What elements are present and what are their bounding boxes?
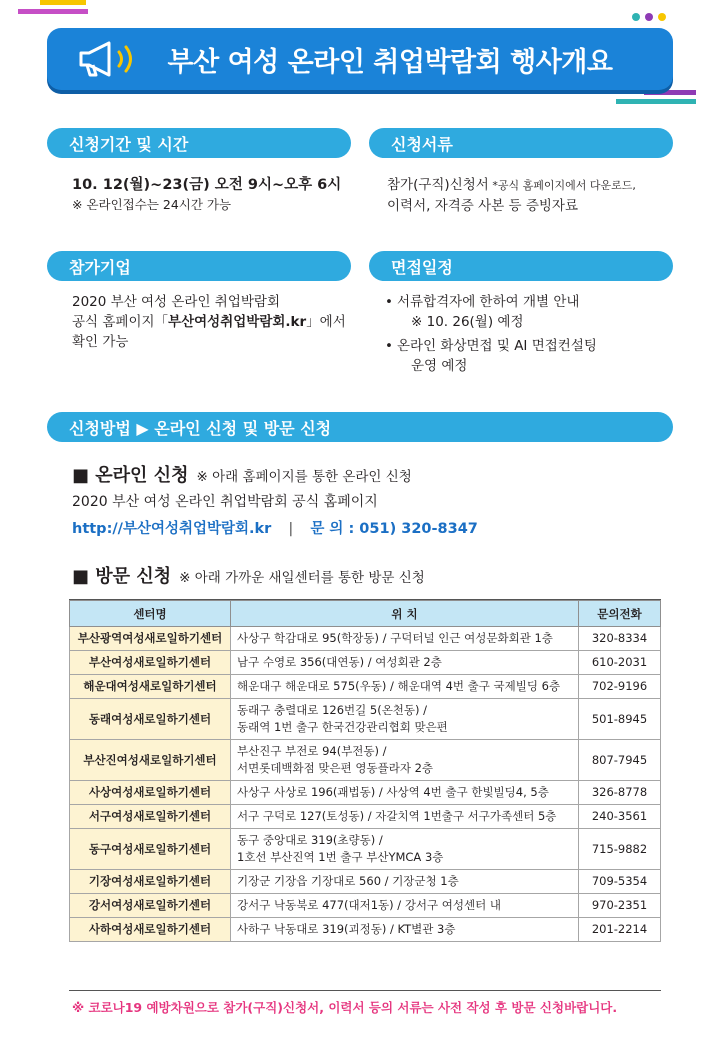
section-companies-body [72,292,346,352]
table-row [70,894,661,918]
interview-list [383,292,597,376]
center-name-cell: 부산여성새로일하기센터 [70,651,231,675]
decor-bar-yellow [40,0,86,5]
online-apply-desc: 2020 부산 여성 온라인 취업박람회 공식 홈페이지 [72,494,378,510]
companies-line1: 2020 부산 여성 온라인 취업박람회 [72,294,281,310]
location-line-1: 강서구 낙동북로 477(대저1동) / 강서구 여성센터 내 [237,898,502,912]
center-phone-cell: 715-9882 [579,829,661,870]
interview-item-2 [383,336,597,376]
contact-separator: | [288,521,294,537]
visit-apply-heading [72,562,425,588]
center-location-cell [231,781,579,805]
center-table [69,600,661,942]
online-apply-heading [72,461,412,487]
online-apply-title: ■ 온라인 신청 [72,465,189,486]
decor-dot-teal [632,13,640,21]
center-location-cell [231,675,579,699]
documents-form: 참가(구직)신청서 [387,177,489,193]
center-name-cell: 동구여성새로일하기센터 [70,829,231,870]
companies-line2-post: 」에서 [306,314,346,330]
page-title: 부산 여성 온라인 취업박람회 행사개요 [167,46,613,78]
section-documents-header [369,128,673,158]
location-line-1: 사상구 학감대로 95(학장동) / 구덕터널 인근 여성문화회관 1층 [237,631,553,645]
center-location-cell [231,870,579,894]
center-name-cell: 부산진여성새로일하기센터 [70,740,231,781]
section-companies-header [47,251,351,281]
center-phone-cell: 702-9196 [579,675,661,699]
table-row [70,829,661,870]
center-location-cell [231,740,579,781]
center-phone-cell: 970-2351 [579,894,661,918]
center-phone-cell: 709-5354 [579,870,661,894]
center-phone-cell: 501-8945 [579,699,661,740]
visit-apply-note: ※ 아래 가까운 새일센터를 통한 방문 신청 [179,570,425,586]
companies-line2-pre: 공식 홈페이지「 [72,314,169,330]
center-name-cell: 서구여성새로일하기센터 [70,805,231,829]
title-banner [47,28,673,90]
online-apply-contact [72,517,478,538]
table-row [70,805,661,829]
interview-item-2-text: 온라인 화상면접 및 AI 면접컨설팅 [397,338,597,354]
center-phone-cell: 320-8334 [579,627,661,651]
section-period-title: 신청기간 및 시간 [69,134,189,154]
decor-dot-purple [645,13,653,21]
center-name-cell: 동래여성새로일하기센터 [70,699,231,740]
center-phone-cell: 326-8778 [579,781,661,805]
section-interview-title: 면접일정 [391,257,453,277]
documents-form-note: *공식 홈페이지에서 다운로드, [488,179,636,192]
table-header-row [70,601,661,627]
header-location: 위 치 [231,601,579,627]
location-line-1: 사상구 사상로 196(괘법동) / 사상역 4번 출구 한빛빌딩4, 5층 [237,785,549,799]
companies-line3: 확인 가능 [72,334,129,350]
interview-item-1-text: 서류합격자에 한하여 개별 안내 [397,294,580,310]
header-phone: 문의전화 [579,601,661,627]
center-phone-cell: 201-2214 [579,918,661,942]
online-apply-note: ※ 아래 홈페이지를 통한 온라인 신청 [196,469,412,485]
center-location-cell [231,651,579,675]
center-name-cell: 사하여성새로일하기센터 [70,918,231,942]
table-row [70,781,661,805]
center-table-body [70,627,661,942]
table-row [70,627,661,651]
megaphone-icon [77,40,141,78]
section-method-title: 신청방법 ▶ 온라인 신청 및 방문 신청 [69,418,332,438]
center-location-cell [231,894,579,918]
section-companies-title: 참가기업 [69,257,131,277]
center-location-cell [231,829,579,870]
table-row [70,675,661,699]
section-documents-title: 신청서류 [391,134,453,154]
companies-site-name: 부산여성취업박람회.kr [168,314,307,330]
location-line-1: 동래구 충렬대로 126번길 5(온천동) / [237,703,428,717]
location-line-2: 동래역 1번 출구 한국건강관리협회 맞은편 [237,720,448,734]
location-line-1: 사하구 낙동대로 319(괴정동) / KT별관 3층 [237,922,456,936]
section-period-header [47,128,351,158]
table-row [70,651,661,675]
documents-line1 [387,175,687,196]
interview-item-1-sub: ※ 10. 26(월) 예정 [411,314,524,330]
center-location-cell [231,805,579,829]
decor-line-teal [616,99,696,104]
table-row [70,918,661,942]
table-row [70,699,661,740]
footer-note: ※ 코로나19 예방차원으로 참가(구직)신청서, 이력서 등의 서류는 사전 작성 후 방문 신청바랍니다. [72,1000,618,1015]
decor-line-purple [644,90,696,95]
interview-item-2-sub: 운영 예정 [411,358,468,374]
period-dates: 10. 12(월)~23(금) 오전 9시~오후 6시 [72,177,342,193]
decor-dot-yellow [658,13,666,21]
header-center-name: 센터명 [70,601,231,627]
location-line-1: 부산진구 부전로 94(부전동) / [237,744,387,758]
center-phone-cell: 807-7945 [579,740,661,781]
table-bottom-rule [69,990,661,991]
interview-item-1 [383,292,597,332]
visit-apply-title: ■ 방문 신청 [72,566,172,587]
location-line-1: 기장군 기장읍 기장대로 560 / 기장군청 1층 [237,874,459,888]
center-location-cell [231,918,579,942]
companies-line2 [72,312,346,332]
period-note: ※ 온라인접수는 24시간 가능 [72,197,232,212]
center-phone-cell: 240-3561 [579,805,661,829]
center-name-cell: 강서여성새로일하기센터 [70,894,231,918]
documents-line2: 이력서, 자격증 사본 등 증빙자료 [387,198,578,214]
location-line-1: 해운대구 해운대로 575(우동) / 해운대역 4번 출구 국제빌딩 6층 [237,679,561,693]
center-phone-cell: 610-2031 [579,651,661,675]
fair-website-link[interactable]: http://부산여성취업박람회.kr [72,521,272,537]
decor-dots [632,13,666,21]
location-line-1: 서구 구덕로 127(토성동) / 자갈치역 1번출구 서구가족센터 5층 [237,809,557,823]
center-name-cell: 부산광역여성새로일하기센터 [70,627,231,651]
location-line-1: 남구 수영로 356(대연동) / 여성회관 2층 [237,655,442,669]
center-name-cell: 사상여성새로일하기센터 [70,781,231,805]
decor-bar-purple [18,9,88,14]
center-name-cell: 해운대여성새로일하기센터 [70,675,231,699]
section-interview-header [369,251,673,281]
section-documents-body [387,175,687,216]
table-row [70,740,661,781]
location-line-1: 동구 중앙대로 319(초량동) / [237,833,383,847]
contact-phone: 문 의 : 051) 320-8347 [310,521,478,537]
location-line-2: 서면롯데백화점 맞은편 영동플라자 2층 [237,761,434,775]
section-period-body [72,175,341,215]
section-method-header [47,412,673,442]
table-row [70,870,661,894]
center-name-cell: 기장여성새로일하기센터 [70,870,231,894]
location-line-2: 1호선 부산진역 1번 출구 부산YMCA 3층 [237,850,444,864]
center-location-cell [231,627,579,651]
center-location-cell [231,699,579,740]
